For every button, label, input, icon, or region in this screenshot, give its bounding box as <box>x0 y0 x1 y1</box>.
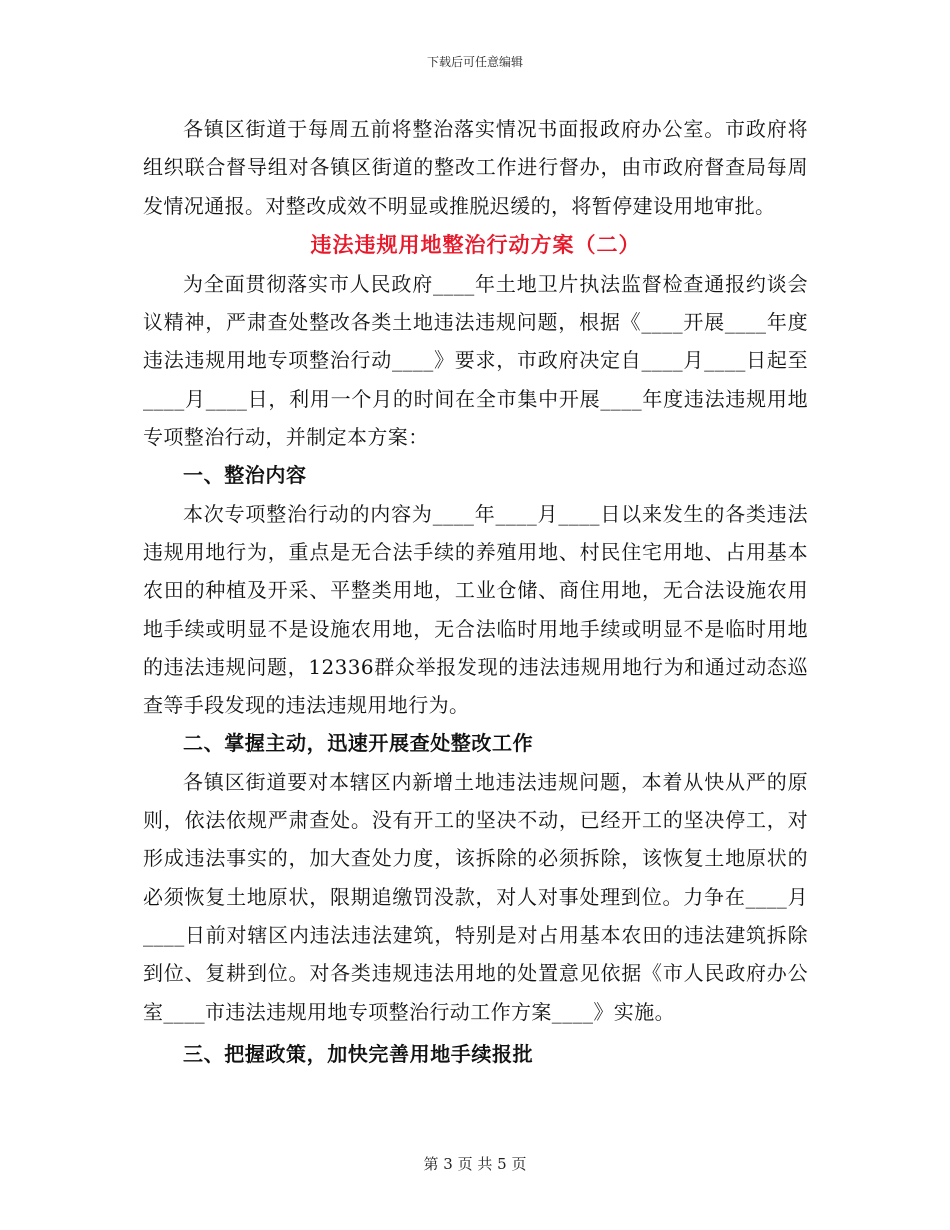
paragraph-reporting: 各镇区街道于每周五前将整治落实情况书面报政府办公室。市政府将组织联合督导组对各镇区街道的整改工作进行督办，由市政府督查局每周发情况通报。对整改成效不明显或推脱迟缓的，将暂停建设用地审批。 <box>143 117 808 218</box>
section-heading-3: 三、把握政策，加快完善用地手续报批 <box>183 1041 534 1066</box>
paragraph-intro: 为全面贯彻落实市人民政府____年土地卫片执法监督检查通报约谈会议精神，严肃查处整改各类土地违法违规问题，根据《____开展____年度违法违规用地专项整治行动____》要求，市政府决定自____月____日起至____月____日，利用一个月的时间在全市集中开展____年度违法违规用地专项整治行动，并制定本方案： <box>143 271 808 450</box>
document-title: 违法违规用地整治行动方案（二） <box>310 231 641 257</box>
section-heading-2: 二、掌握主动，迅速开展查处整改工作 <box>183 731 534 756</box>
section-body-1: 本次专项整治行动的内容为____年____月____日以来发生的各类违法违规用地行为，重点是无合法手续的养殖用地、村民住宅用地、占用基本农田的种植及开采、平整类用地，工业仓储、商住用地，无合法设施农用地手续或明显不是设施农用地，无合法临时用地手续或明显不是临时用地的违法违规问题，12336群众举报发现的违法违规用地行为和通过动态巡查等手段发现的违法违规用地行为。 <box>143 501 808 718</box>
section-body-2: 各镇区街道要对本辖区内新增土地违法违规问题，本着从快从严的原则，依法依规严肃查处。没有开工的坚决不动，已经开工的坚决停工，对形成违法事实的，加大查处力度，该拆除的必须拆除，该恢复土地原状的必须恢复土地原状，限期追缴罚没款，对人对事处理到位。力争在____月____日前对辖区内违法违法建筑，特别是对占用基本农田的违法建筑拆除到位、复耕到位。对各类违规违法用地的处置意见依据《市人民政府办公室____市违法违规用地专项整治行动工作方案____》实施。 <box>143 769 808 1024</box>
page-footer: 第 3 页 共 5 页 <box>423 1155 527 1173</box>
section-heading-1: 一、整治内容 <box>183 463 307 488</box>
document-body <box>143 110 808 1073</box>
header-note: 下载后可任意编辑 <box>426 55 523 69</box>
